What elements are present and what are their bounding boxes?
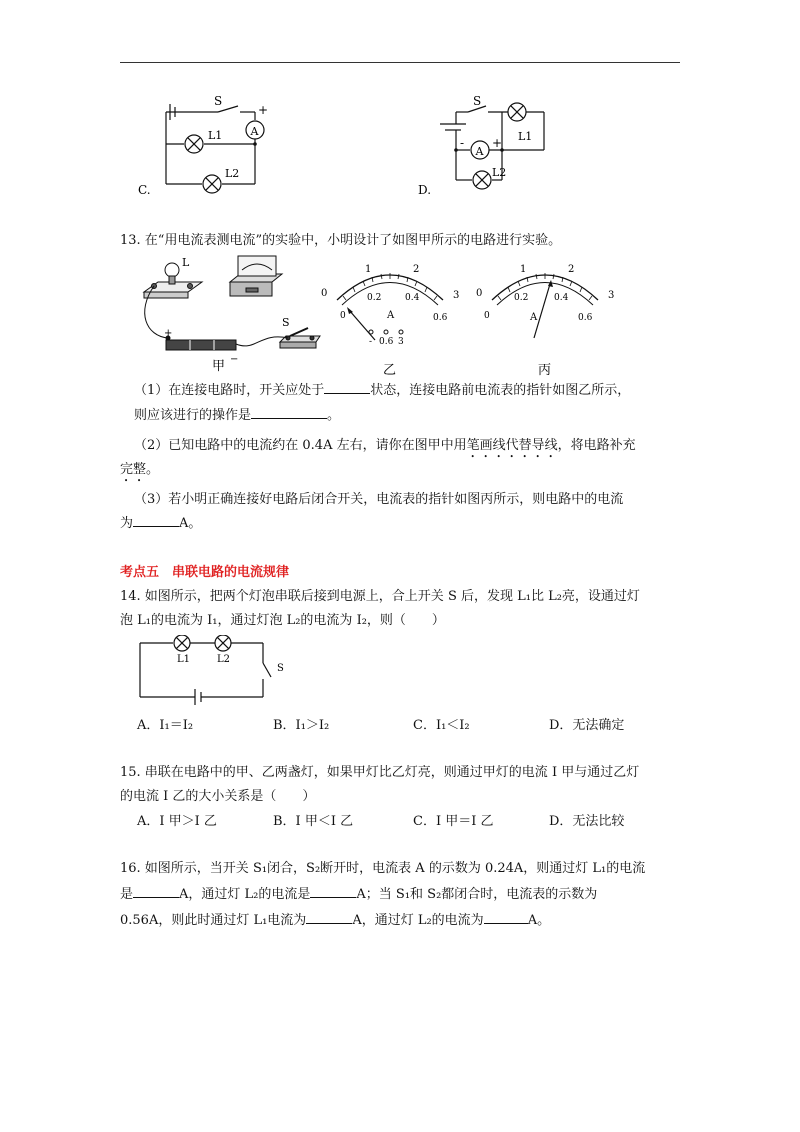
q15-line2: 的电流 I 乙的大小关系是（ ） [120, 789, 316, 804]
fig-d-s: S [473, 94, 482, 108]
q15-option-b[interactable]: B．I 甲＜I 乙 [273, 814, 354, 829]
bing-tick-top-3: 3 [608, 290, 615, 301]
bing-tick-top-2: 2 [568, 264, 575, 275]
q14-line2: 泡 L₁的电流为 I₁，通过灯泡 L₂的电流为 I₂，则（ ） [120, 613, 445, 628]
yi-tick-bot-0: 0 [340, 311, 346, 321]
circuit-diagram-c [130, 92, 280, 202]
bing-tick-top-1: 1 [520, 264, 527, 275]
bing-tick-top-0: 0 [476, 288, 483, 299]
fig-c-s: S [214, 94, 223, 108]
answer-blank[interactable] [251, 404, 327, 419]
battery-minus: − [230, 354, 239, 365]
jia-lamp-label: L [182, 256, 190, 269]
q13-part2-line2: 完整。 [120, 462, 160, 477]
circuit-diagram-d [410, 92, 570, 202]
ammeter-dial-yi [315, 258, 465, 378]
yi-terminal-minus: - [369, 337, 373, 347]
bing-tick-bot-1: 0.2 [514, 293, 529, 303]
jia-switch-label: S [282, 316, 290, 329]
yi-tick-bot-1: 0.2 [367, 293, 382, 303]
q14-option-b[interactable]: B．I₁＞I₂ [273, 718, 330, 733]
bing-tick-bot-2: 0.4 [554, 293, 569, 303]
q15-option-a[interactable]: A．I 甲＞I 乙 [137, 814, 217, 829]
fig-c-label: C. [138, 183, 151, 197]
section-heading: 考点五 串联电路的电流规律 [120, 565, 290, 580]
answer-blank[interactable] [133, 883, 179, 898]
fig-label-yi: 乙 [383, 363, 397, 378]
circuit-diagram-q14 [135, 635, 305, 705]
q16-line2: 是 A，通过灯 L₂的电流是 A；当 S₁和 S₂都闭合时，电流表的示数为 [120, 882, 690, 907]
fig-c-l2: L2 [225, 167, 240, 180]
q13-part2-line1: （2）已知电路中的电流约在 0.4A 左右，请你在图甲中用笔画线代替导线，将电路补充 [134, 438, 636, 453]
fig-d-l2: L2 [492, 166, 507, 179]
yi-tick-top-3: 3 [453, 290, 460, 301]
q14-fig-l1: L1 [177, 654, 191, 665]
answer-blank[interactable] [310, 883, 356, 898]
answer-blank[interactable] [324, 379, 370, 394]
fig-d-minus: - [460, 136, 465, 150]
q14-option-c[interactable]: C．I₁＜I₂ [413, 718, 470, 733]
yi-terminal-3: 3 [398, 337, 404, 347]
q14-option-a[interactable]: A．I₁＝I₂ [137, 718, 194, 733]
header-rule [120, 62, 680, 63]
answer-blank[interactable] [484, 909, 528, 924]
q13-part1-line1: （1）在连接电路时，开关应处于 状态，连接电路前电流表的指针如图乙所示， [134, 378, 704, 403]
q13-stem: 13. 在“用电流表测电流”的实验中，小明设计了如图甲所示的电路进行实验。 [120, 233, 562, 248]
bing-unit: A [530, 312, 538, 323]
yi-tick-top-0: 0 [321, 288, 328, 299]
bing-tick-bot-3: 0.6 [578, 313, 593, 323]
answer-blank[interactable] [133, 512, 179, 527]
fig-c-plus: + [258, 103, 269, 117]
bing-tick-bot-0: 0 [484, 311, 490, 321]
q13-part1-line2: 则应该进行的操作是 。 [134, 403, 704, 428]
yi-tick-top-2: 2 [413, 264, 420, 275]
q14-option-d[interactable]: D．无法确定 [549, 718, 625, 733]
fig-label-bing: 丙 [538, 363, 552, 378]
q15-line1: 15. 串联在电路中的甲、乙两盏灯，如果甲灯比乙灯亮，则通过甲灯的电流 I 甲与通过乙灯 [120, 765, 640, 780]
fig-c-l1: L1 [208, 129, 223, 142]
fig-label-jia: 甲 [212, 359, 226, 372]
q13-part3-line2: 为 A。 [120, 511, 690, 536]
yi-tick-bot-2: 0.4 [405, 293, 420, 303]
q14-fig-s: S [277, 663, 284, 674]
q16-line3: 0.56A，则此时通过灯 L₁电流为 A，通过灯 L₂的电流为 A。 [120, 908, 690, 933]
ammeter-dial-bing [470, 258, 620, 378]
q14-fig-l2: L2 [217, 654, 231, 665]
yi-tick-top-1: 1 [365, 264, 372, 275]
fig-d-label: D. [418, 183, 432, 197]
yi-terminal-06: 0.6 [379, 337, 394, 347]
q15-option-c[interactable]: C．I 甲＝I 乙 [413, 814, 494, 829]
q16-line1: 16. 如图所示，当开关 S₁闭合，S₂断开时，电流表 A 的示数为 0.24A，则通过灯 L₁的电流 [120, 861, 646, 876]
yi-unit: A [387, 310, 395, 321]
apparatus-figure-jia [130, 252, 330, 372]
fig-d-ammeter: A [475, 145, 484, 158]
fig-c-ammeter: A [250, 125, 259, 138]
q15-option-d[interactable]: D．无法比较 [549, 814, 625, 829]
answer-blank[interactable] [306, 909, 352, 924]
q13-part3-line1: （3）若小明正确连接好电路后闭合开关，电流表的指针如图丙所示，则电路中的电流 [134, 492, 624, 507]
battery-plus: + [164, 328, 173, 339]
fig-d-l1: L1 [518, 130, 533, 143]
fig-d-plus: + [492, 136, 503, 150]
q14-line1: 14. 如图所示，把两个灯泡串联后接到电源上，合上开关 S 后，发现 L₁比 L₂亮，设通过灯 [120, 589, 640, 604]
yi-tick-bot-3: 0.6 [433, 313, 448, 323]
